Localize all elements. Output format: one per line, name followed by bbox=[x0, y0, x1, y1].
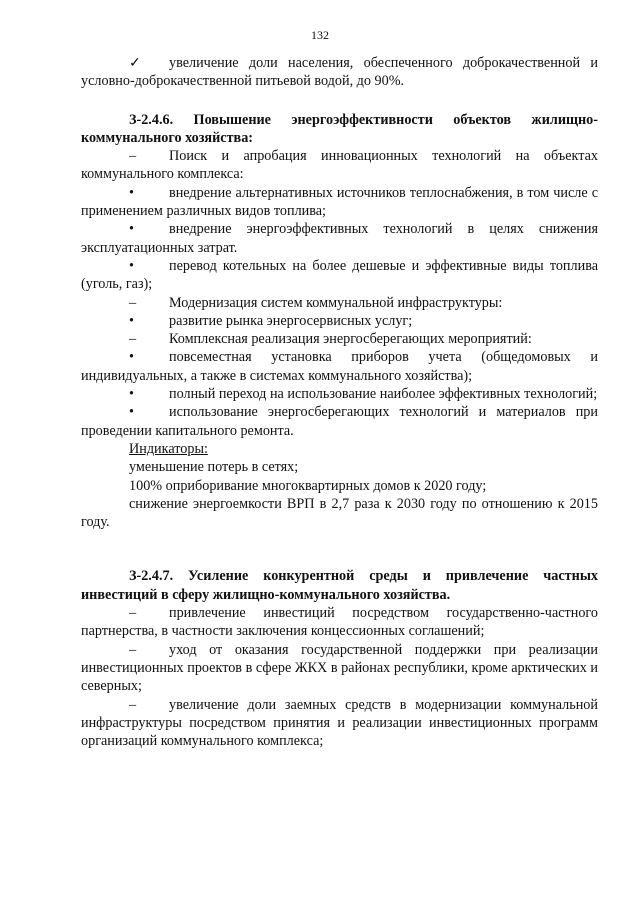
list-item bbox=[81, 147, 598, 184]
list-item-text: повсеместная установка приборов учета (общедомовых и индивидуальных, а также в системах коммунального хозяйства); bbox=[81, 349, 598, 384]
dash-marker: – bbox=[129, 331, 137, 348]
list-item bbox=[81, 696, 598, 751]
bullet-icon: • bbox=[129, 312, 134, 329]
indicator-item: уменьшение потерь в сетях; bbox=[129, 459, 299, 476]
list-item bbox=[81, 294, 598, 312]
indicator-item: снижение энергоемкости ВРП в 2,7 раза к 2030 году по отношению к 2015 году. bbox=[81, 495, 598, 531]
indicator-item: 100% оприборивание многоквартирных домов к 2020 году; bbox=[129, 477, 487, 494]
list-item-text: развитие рынка энергосервисных услуг; bbox=[169, 312, 413, 329]
list-item bbox=[81, 257, 598, 294]
bullet-icon: • bbox=[129, 221, 134, 238]
section-heading-2: З-2.4.7. Усиление конкурентной среды и привлечение частных инвестиций в сферу жилищно-коммунального хозяйства. bbox=[81, 568, 598, 603]
dash-marker: – bbox=[129, 605, 137, 622]
list-item-text: увеличение доли заемных средств в модернизации коммунальной инфраструктуры посредством принятия и реализации инвестиционных программ организаций коммунального комплекса; bbox=[81, 696, 598, 750]
bullet-icon: • bbox=[129, 404, 134, 421]
list-item bbox=[81, 641, 598, 696]
bullet-icon: • bbox=[129, 184, 134, 201]
list-item bbox=[81, 220, 598, 257]
list-item bbox=[81, 604, 598, 641]
dash-marker: – bbox=[129, 696, 137, 713]
page-number: 132 bbox=[311, 28, 329, 42]
list-item-text: привлечение инвестиций посредством государственно-частного партнерства, в частности заключения концессионных соглашений; bbox=[81, 605, 598, 640]
dash-marker: – bbox=[129, 294, 137, 311]
list-item-text: внедрение энергоэффективных технологий в целях снижения эксплуатационных затрат. bbox=[81, 221, 598, 256]
list-item bbox=[81, 385, 598, 403]
list-item bbox=[81, 312, 598, 330]
list-item-text: перевод котельных на более дешевые и эффективные виды топлива (уголь, газ); bbox=[81, 257, 598, 293]
list-item bbox=[81, 330, 598, 348]
list-item-text: использование энергосберегающих технологий и материалов при проведении капитального ремонта. bbox=[81, 404, 598, 439]
list-item bbox=[81, 54, 598, 91]
list-item bbox=[81, 348, 598, 385]
check-mark-icon: ✓ bbox=[129, 55, 141, 71]
dash-marker: – bbox=[129, 641, 137, 658]
indicators-label: Индикаторы: bbox=[129, 440, 208, 457]
list-item-text: увеличение доли населения, обеспеченного доброкачественной и условно-доброкачественной питьевой водой, до 90%. bbox=[81, 55, 598, 90]
list-item-text: полный переход на использование наиболее эффективных технологий; bbox=[169, 386, 598, 403]
bullet-icon: • bbox=[129, 386, 134, 403]
list-item-text: Комплексная реализация энергосберегающих мероприятий: bbox=[169, 331, 532, 348]
list-item bbox=[81, 403, 598, 440]
list-item bbox=[81, 184, 598, 221]
bullet-icon: • bbox=[129, 349, 134, 366]
list-item-text: Модернизация систем коммунальной инфраструктуры: bbox=[169, 294, 503, 311]
list-item-text: Поиск и апробация инновационных технологий на объектах коммунального комплекса: bbox=[81, 148, 598, 183]
document-body bbox=[81, 54, 598, 750]
dash-marker: – bbox=[129, 148, 137, 165]
list-item-text: уход от оказания государственной поддержки при реализации инвестиционных проектов в сфере ЖКХ в районах республики, кроме арктических и северных; bbox=[81, 641, 598, 695]
section-heading-1: З-2.4.6. Повышение энергоэффективности объектов жилищно-коммунального хозяйства: bbox=[81, 111, 598, 146]
bullet-icon: • bbox=[129, 257, 134, 274]
list-item-text: внедрение альтернативных источников теплоснабжения, в том числе с применением различных видов топлива; bbox=[81, 184, 598, 220]
